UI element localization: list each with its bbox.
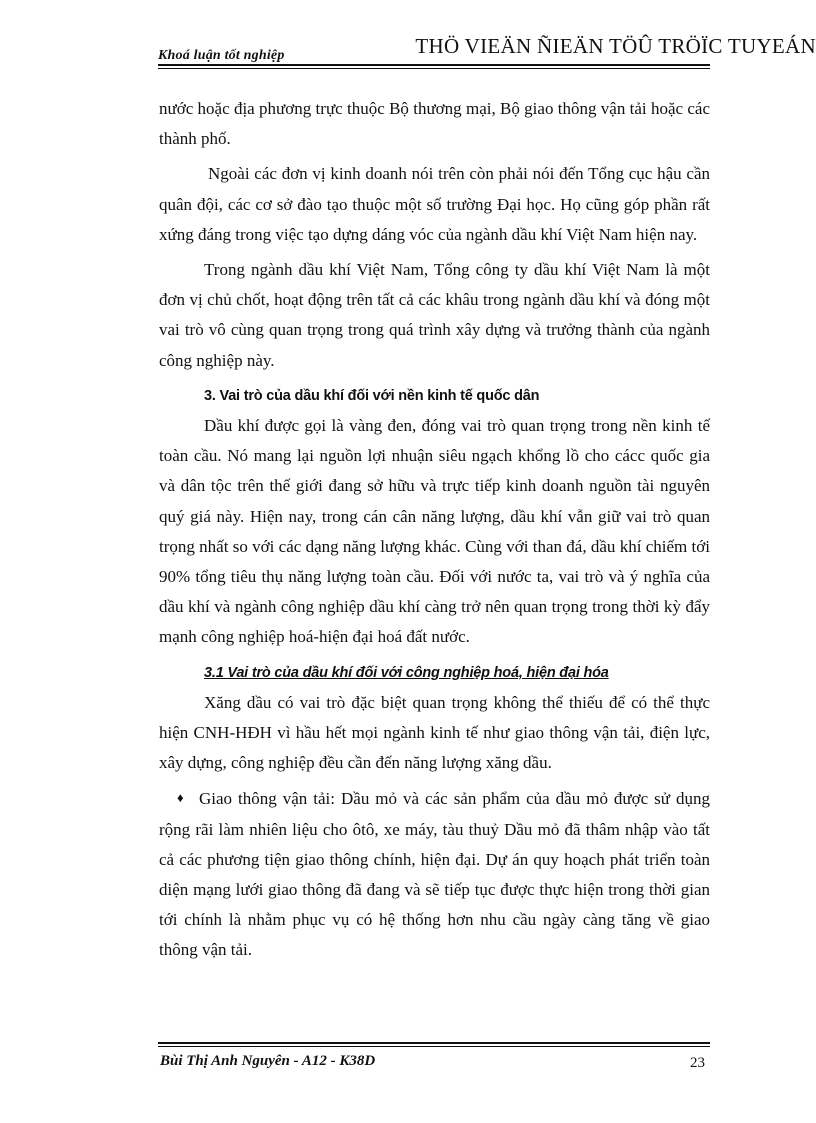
author-credit: Bùi Thị Anh Nguyên - A12 - K38D xyxy=(160,1053,376,1069)
footer-rule xyxy=(158,1042,710,1047)
paragraph-role-oil-gas: Dầu khí được gọi là vàng đen, đóng vai trò quan trọng trong nền kinh tế toàn cầu. Nó mang lại nguồn lợi nhuận siêu ngạch khổng lồ cho cácc quốc gia và dân tộc trên thế giới đang sở hữu và trực tiếp kinh doanh nguồn tài nguyên quý giá này. Hiện nay, trong cán cân năng lượng, dầu khí vẫn giữ vai trò quan trọng nhất so với các dạng năng lượng khác. Cùng với than đá, dầu khí chiếm tới 90% tổng tiêu thụ năng lượng toàn cầu. Đối với nước ta, vai trò và ý nghĩa của dầu khí và ngành công nghiệp dầu khí càng trở nên quan trọng trong thời kỳ đẩy mạnh công nghiệp hoá-hiện đại hoá đất nước. xyxy=(159,416,710,647)
library-title: THÖ VIEÄN ÑIEÄN TÖÛ TRÖÏC TUYEÁN xyxy=(415,34,816,58)
paragraph-petrovietnam: Trong ngành dầu khí Việt Nam, Tổng công ty dầu khí Việt Nam là một đơn vị chủ chốt, hoạt động trên tất cả các khâu trong ngành dầu khí và đóng một vai trò vô cùng quan trọng trong quá trình xây dựng và trưởng thành của ngành công nghiệp này. xyxy=(159,260,710,370)
bullet-transport xyxy=(159,783,710,965)
header-rule xyxy=(158,64,710,69)
thesis-label: Khoá luận tốt nghiệp xyxy=(158,48,285,63)
section-heading-3: 3. Vai trò của dầu khí đối với nền kinh tế quốc dân xyxy=(204,387,540,404)
page-number: 23 xyxy=(690,1055,705,1071)
paragraph-other-units: Ngoài các đơn vị kinh doanh nói trên còn phải nói đến Tổng cục hậu cần quân đội, các cơ sở đào tạo thuộc một số trường Đại học. Họ cũng góp phần rất xứng đáng trong việc tạo dựng dáng vóc của ngành dầu khí Việt Nam hiện nay. xyxy=(159,164,710,244)
paragraph-continued: nước hoặc địa phương trực thuộc Bộ thương mại, Bộ giao thông vận tải hoặc các thành phố. xyxy=(159,99,710,149)
section-heading-3-1: 3.1 Vai trò của dầu khí đối với công nghiệp hoá, hiện đại hóa xyxy=(204,664,609,681)
page-header xyxy=(158,30,816,64)
diamond-bullet-icon: ♦ xyxy=(177,790,184,806)
bullet-transport-text: Giao thông vận tải: Dầu mỏ và các sản phẩm của dầu mỏ được sử dụng rộng rãi làm nhiên liệu cho ôtô, xe máy, tàu thuỷ Dầu mỏ đã thâm nhập vào tất cả các phương tiện giao thông chính, hiện đại. Dự án quy hoạch phát triển toàn diện mạng lưới giao thông đã đang và sẽ tiếp tục được thực hiện trong thời gian tới chính là nhằm phục vụ có hệ thống hơn nhu cầu ngày càng tăng về giao thông vận tải. xyxy=(159,789,710,960)
page-body xyxy=(159,94,710,966)
paragraph-fuel-role: Xăng dầu có vai trò đặc biệt quan trọng không thể thiếu để có thể thực hiện CNH-HĐH vì hầu hết mọi ngành kinh tế như giao thông vận tải, điện lực, xây dựng, công nghiệp đều cần đến năng lượng xăng dầu. xyxy=(159,692,710,773)
